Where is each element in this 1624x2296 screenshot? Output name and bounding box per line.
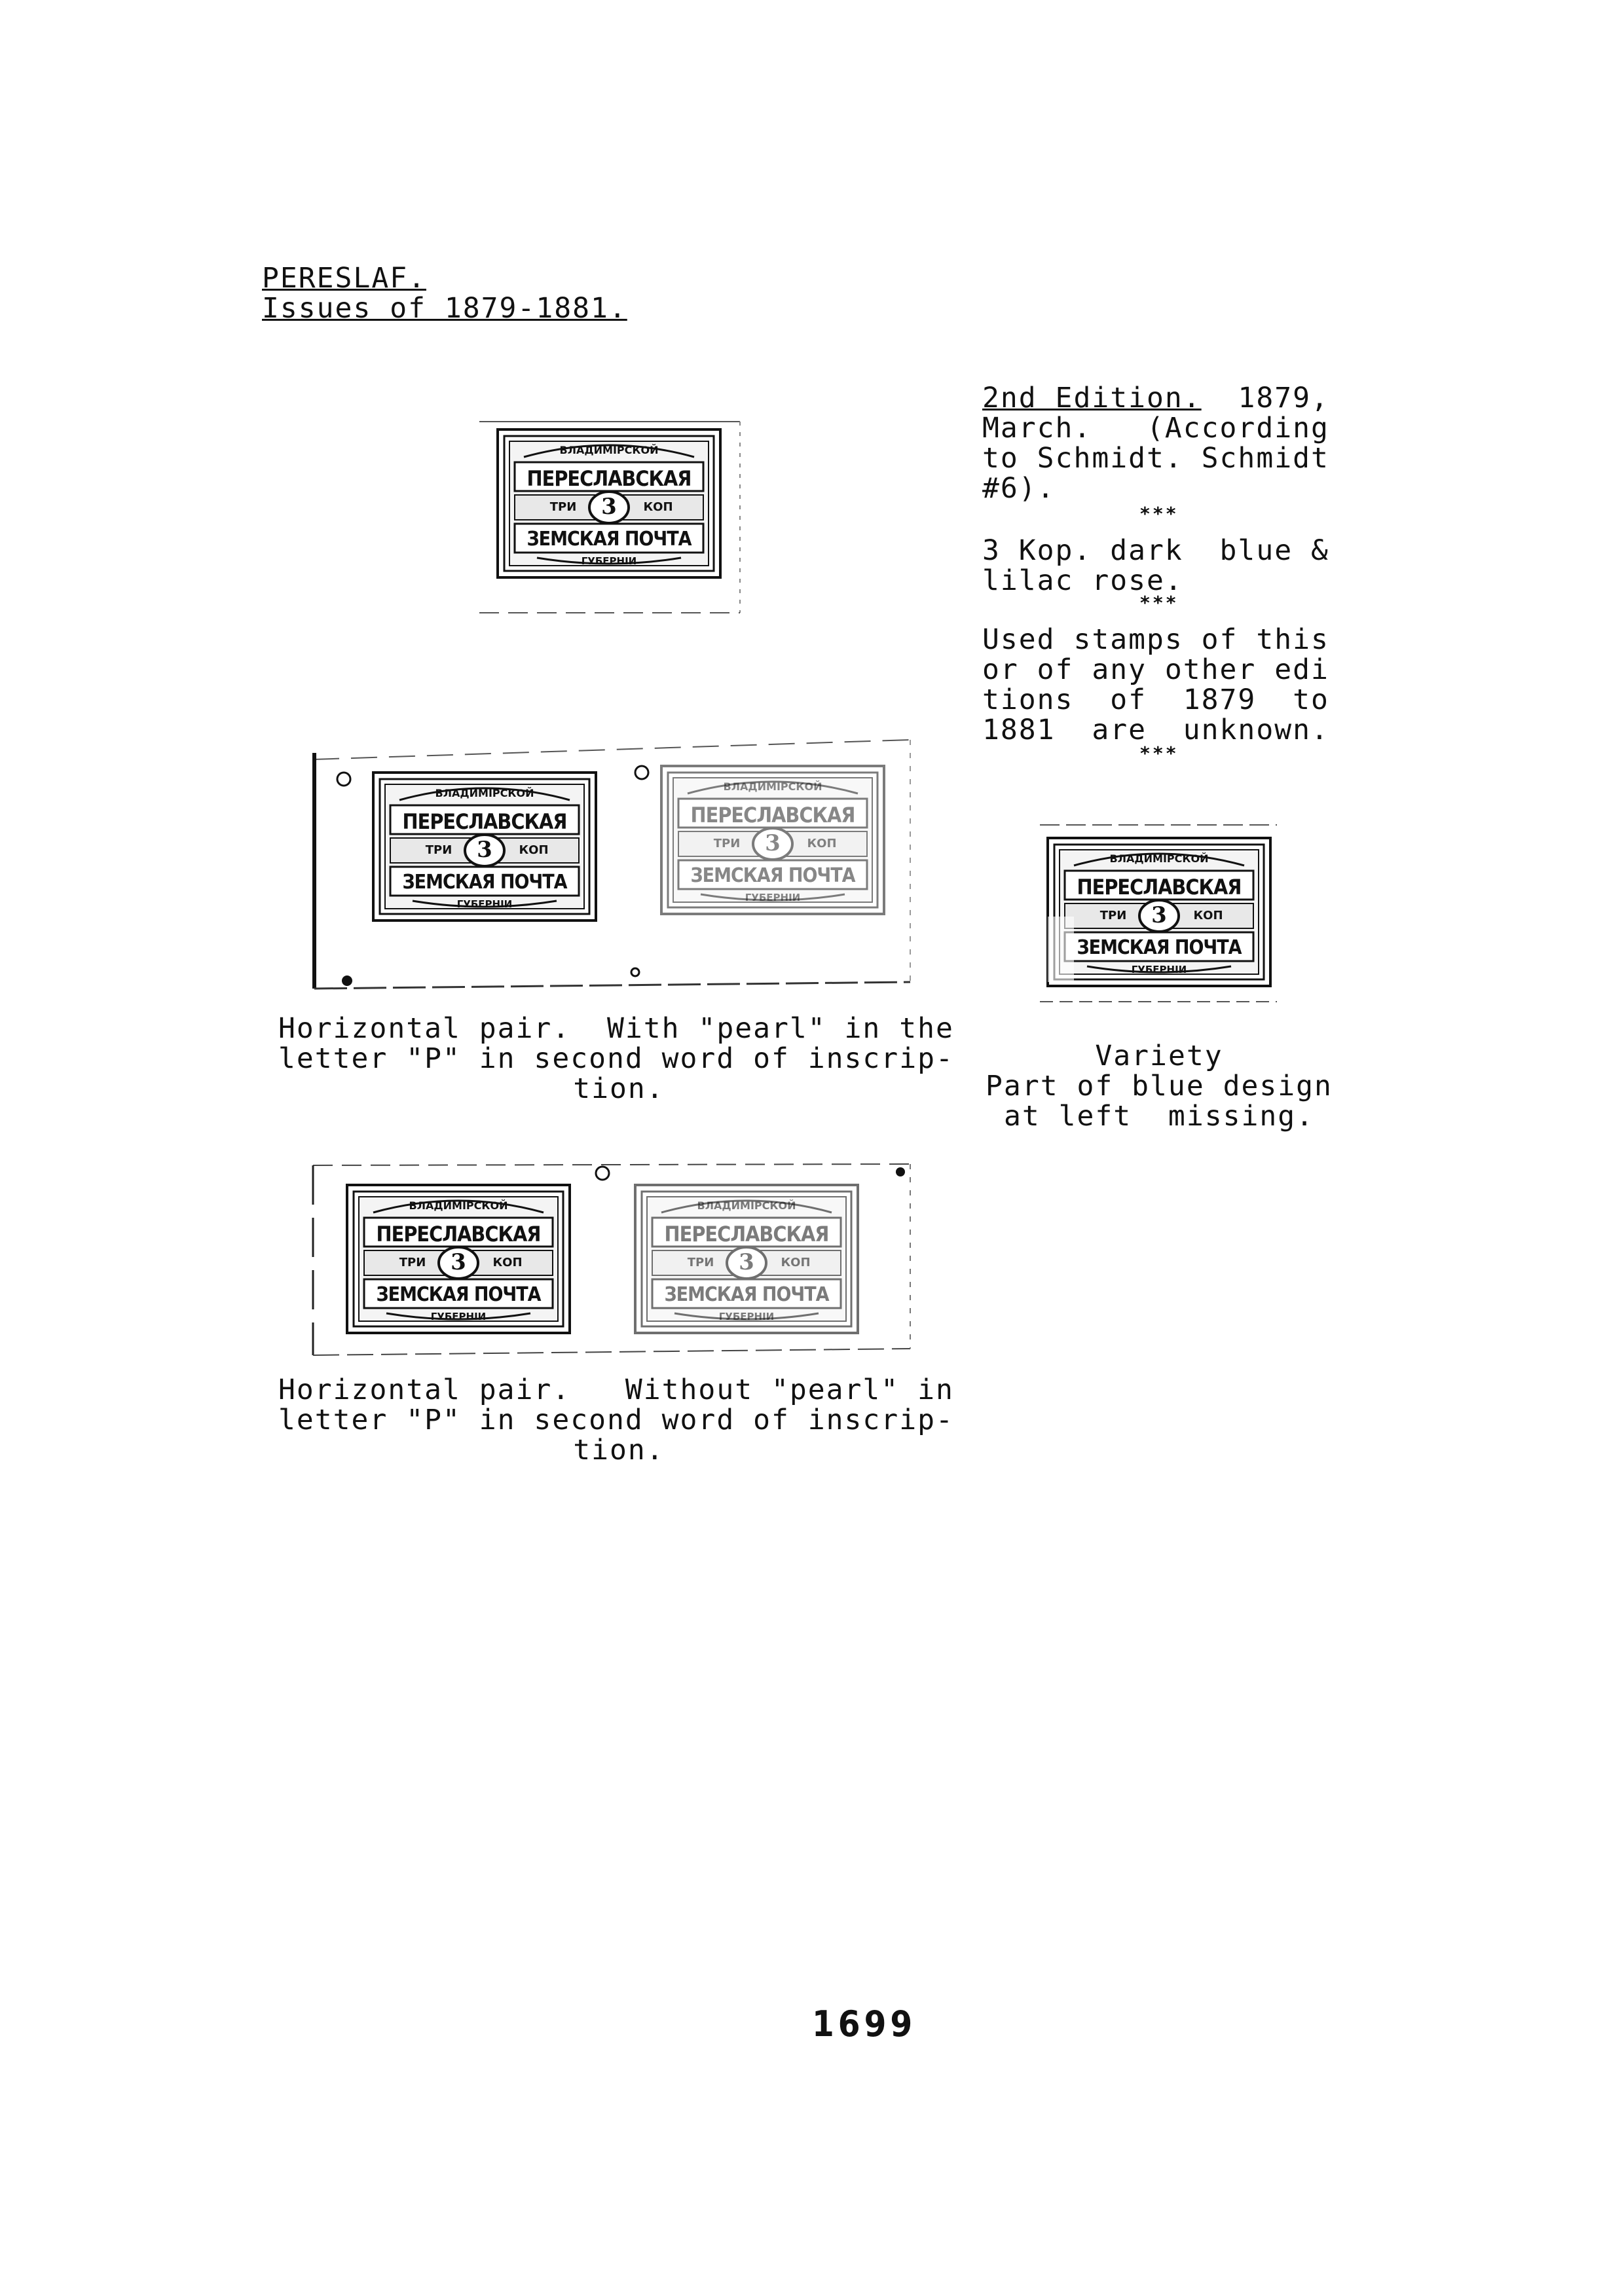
used-line-2: or of any other edi [982, 653, 1329, 686]
stamp-right-value: КОП [807, 837, 837, 850]
stamp-top-text: ВЛАДИМІРСКОЙ [1109, 852, 1209, 865]
pair-without-pearl-image [308, 1152, 917, 1362]
used-line-3: tions of 1879 to [982, 683, 1329, 716]
stamp-inscription [1048, 838, 1270, 986]
stamp-line2-text: ЗЕМСКАЯ ПОЧТА [526, 528, 692, 551]
stamp-line1-text: ПЕРЕСЛАВСКАЯ [402, 809, 567, 834]
stamp-left-value: ТРИ [687, 1256, 714, 1269]
stamp-bottom-text: ГУБЕРНІИ [456, 898, 513, 910]
edition-line-3: to Schmidt. Schmidt [982, 442, 1329, 475]
stamp-line2-text: ЗЕМСКАЯ ПОЧТА [402, 871, 567, 894]
edition-line-2: March. (According [982, 412, 1329, 445]
stamp-color-description [982, 536, 1349, 596]
stamp-top-text: ВЛАДИМІРСКОЙ [559, 444, 659, 456]
pair-with-pearl-image [308, 733, 917, 995]
caption-line-1: Horizontal pair. Without "pearl" in [278, 1374, 954, 1406]
stamp-bottom-text: ГУБЕРНІИ [1131, 964, 1187, 975]
stamp-inscription [373, 773, 596, 920]
stamp-single-image [471, 416, 747, 619]
stamp-value: 3 [1151, 902, 1167, 928]
separator-stars: *** [1139, 742, 1179, 764]
caption-line-1: Horizontal pair. With "pearl" in the [278, 1012, 954, 1045]
color-line-1: 3 Kop. dark blue & [982, 534, 1329, 567]
caption-variety-line-2: Part of blue design [986, 1070, 1333, 1102]
caption-line-3: tion. [573, 1072, 665, 1105]
stamp-right-value: КОП [519, 843, 549, 857]
stamp-left-value: ТРИ [1099, 909, 1127, 922]
stamp-left-value: ТРИ [549, 500, 577, 514]
edition-description [982, 383, 1349, 503]
stamp-left-value: ТРИ [425, 843, 452, 857]
stamp-inscription [661, 766, 884, 914]
stamp-value: 3 [765, 830, 781, 856]
caption-pair-with-pearl [278, 1013, 959, 1104]
edition-heading: 2nd Edition. [982, 382, 1202, 414]
stamp-left-value: ТРИ [713, 837, 741, 850]
stamp-line2-text: ЗЕМСКАЯ ПОЧТА [376, 1283, 541, 1306]
page-subtitle [262, 293, 627, 323]
stamp-top-text: ВЛАДИМІРСКОЙ [435, 787, 534, 799]
color-line-2: lilac rose. [982, 564, 1183, 597]
stamp-right-value: КОП [781, 1256, 811, 1269]
stamp-inscription [347, 1185, 570, 1333]
stamp-bottom-text: ГУБЕРНІИ [718, 1311, 775, 1322]
stamp-top-text: ВЛАДИМІРСКОЙ [409, 1199, 508, 1212]
caption-variety [976, 1041, 1342, 1131]
stamp-bottom-text: ГУБЕРНІИ [430, 1311, 487, 1322]
caption-pair-without-pearl [278, 1375, 959, 1465]
stamp-value: 3 [477, 837, 492, 863]
stamp-left-value: ТРИ [399, 1256, 426, 1269]
stamp-value: 3 [739, 1249, 754, 1275]
stamp-line1-text: ПЕРЕСЛАВСКАЯ [1077, 875, 1242, 900]
stamp-top-text: ВЛАДИМІРСКОЙ [697, 1199, 796, 1212]
caption-line-3: tion. [573, 1434, 665, 1467]
stamp-line1-text: ПЕРЕСЛАВСКАЯ [690, 803, 855, 828]
used-line-4: 1881 are unknown. [982, 714, 1329, 746]
stamp-line2-text: ЗЕМСКАЯ ПОЧТА [690, 864, 855, 887]
stamp-line1-text: ПЕРЕСЛАВСКАЯ [376, 1222, 541, 1247]
caption-variety-line-3: at left missing. [1003, 1100, 1315, 1133]
subtitle-text: Issues of 1879-1881. [262, 292, 627, 325]
stamp-line2-text: ЗЕМСКАЯ ПОЧТА [1077, 936, 1242, 959]
stamp-value: 3 [451, 1249, 466, 1275]
used-stamps-note [982, 625, 1349, 745]
stamp-bottom-text: ГУБЕРНІИ [745, 892, 801, 903]
stamp-inscription [498, 429, 720, 577]
caption-variety-line-1: Variety [1095, 1040, 1223, 1072]
stamp-inscription [635, 1185, 858, 1333]
caption-line-2: letter "P" in second word of inscrip- [278, 1404, 954, 1436]
edition-line-1 [982, 383, 1349, 413]
stamp-line1-text: ПЕРЕСЛАВСКАЯ [526, 466, 692, 491]
used-line-1: Used stamps of this [982, 623, 1329, 656]
caption-line-2: letter "P" in second word of inscrip- [278, 1042, 954, 1075]
stamp-right-value: КОП [1193, 909, 1223, 922]
stamp-bottom-text: ГУБЕРНІИ [581, 555, 637, 567]
edition-line-4: #6). [982, 472, 1056, 505]
page-number: 1699 [812, 2003, 917, 2045]
stamp-right-value: КОП [492, 1256, 523, 1269]
stamp-top-text: ВЛАДИМІРСКОЙ [723, 780, 822, 793]
stamp-right-value: КОП [643, 500, 673, 514]
separator-stars: *** [1139, 592, 1179, 613]
stamp-variety-image [1035, 818, 1283, 1008]
edition-year: 1879, [1201, 382, 1329, 414]
stamp-line2-text: ЗЕМСКАЯ ПОЧТА [664, 1283, 829, 1306]
stamp-line1-text: ПЕРЕСЛАВСКАЯ [664, 1222, 829, 1247]
page-title: PERESLAF. [262, 262, 426, 295]
stamp-value: 3 [601, 494, 617, 520]
separator-stars: *** [1139, 503, 1179, 524]
